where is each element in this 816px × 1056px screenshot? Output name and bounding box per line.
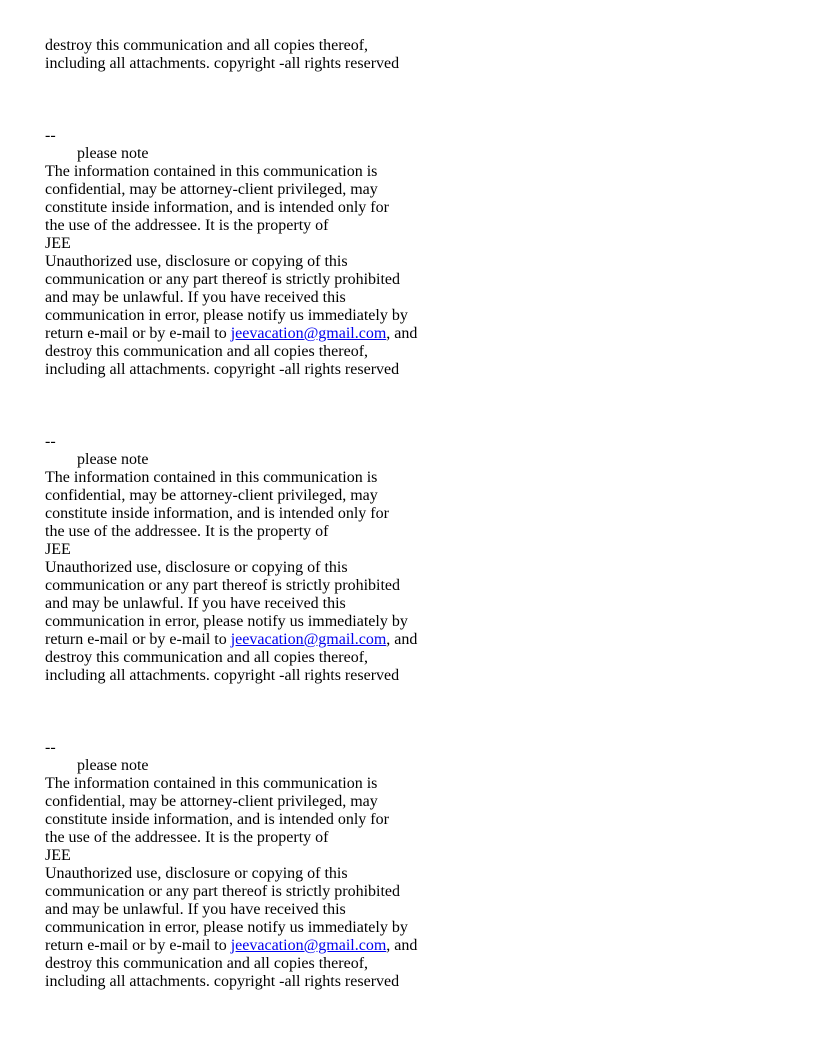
disclaimer-line: communication or any part thereof is strictly prohibited bbox=[45, 883, 401, 900]
disclaimer-line: and may be unlawful. If you have received this bbox=[45, 595, 346, 612]
disclaimer-line: communication in error, please notify us immediately by bbox=[45, 919, 408, 936]
disclaimer-block bbox=[45, 433, 785, 685]
disclaimer-line: communication or any part thereof is strictly prohibited bbox=[45, 577, 401, 594]
intro-block bbox=[45, 37, 785, 73]
return-suffix: , and bbox=[386, 937, 418, 954]
note-heading: please note bbox=[77, 451, 149, 468]
closing-line: including all attachments. copyright -all rights reserved bbox=[45, 361, 400, 378]
disclaimer-line: the use of the addressee. It is the property of bbox=[45, 829, 329, 846]
email-document bbox=[45, 37, 785, 991]
disclaimer-line: The information contained in this communication is bbox=[45, 163, 378, 180]
disclaimer-line: Unauthorized use, disclosure or copying of this bbox=[45, 865, 348, 882]
return-line bbox=[45, 325, 785, 343]
disclaimer-block bbox=[45, 127, 785, 379]
owner-name: JEE bbox=[45, 541, 71, 558]
email-link[interactable]: jeevacation@gmail.com bbox=[230, 325, 387, 342]
return-line bbox=[45, 631, 785, 649]
closing-line: including all attachments. copyright -all rights reserved bbox=[45, 667, 400, 684]
spacer bbox=[45, 379, 785, 433]
return-line bbox=[45, 937, 785, 955]
spacer bbox=[45, 685, 785, 739]
signature-separator: -- bbox=[45, 127, 56, 144]
disclaimer-line: and may be unlawful. If you have received this bbox=[45, 901, 346, 918]
note-heading: please note bbox=[77, 757, 149, 774]
disclaimer-line: communication in error, please notify us immediately by bbox=[45, 307, 408, 324]
signature-separator: -- bbox=[45, 433, 56, 450]
disclaimer-line: constitute inside information, and is intended only for bbox=[45, 811, 389, 828]
disclaimer-line: confidential, may be attorney-client privileged, may bbox=[45, 487, 378, 504]
disclaimer-line: Unauthorized use, disclosure or copying of this bbox=[45, 253, 348, 270]
disclaimer-line: constitute inside information, and is intended only for bbox=[45, 505, 389, 522]
return-suffix: , and bbox=[386, 631, 418, 648]
closing-line: including all attachments. copyright -all rights reserved bbox=[45, 973, 400, 990]
disclaimer-line: constitute inside information, and is intended only for bbox=[45, 199, 389, 216]
disclaimer-line: and may be unlawful. If you have received this bbox=[45, 289, 346, 306]
disclaimer-line: Unauthorized use, disclosure or copying of this bbox=[45, 559, 348, 576]
email-link[interactable]: jeevacation@gmail.com bbox=[230, 631, 387, 648]
spacer bbox=[45, 73, 785, 127]
disclaimer-line: communication in error, please notify us immediately by bbox=[45, 613, 408, 630]
note-heading: please note bbox=[77, 145, 149, 162]
intro-line: including all attachments. copyright -all rights reserved bbox=[45, 55, 400, 72]
closing-line: destroy this communication and all copies thereof, bbox=[45, 649, 369, 666]
disclaimer-line: confidential, may be attorney-client privileged, may bbox=[45, 181, 378, 198]
closing-line: destroy this communication and all copies thereof, bbox=[45, 343, 369, 360]
disclaimer-line: The information contained in this communication is bbox=[45, 775, 378, 792]
email-link[interactable]: jeevacation@gmail.com bbox=[230, 937, 387, 954]
return-prefix: return e-mail or by e-mail to bbox=[45, 937, 231, 954]
disclaimer-line: communication or any part thereof is strictly prohibited bbox=[45, 271, 401, 288]
disclaimer-block bbox=[45, 739, 785, 991]
signature-separator: -- bbox=[45, 739, 56, 756]
disclaimer-line: confidential, may be attorney-client privileged, may bbox=[45, 793, 378, 810]
disclaimer-line: the use of the addressee. It is the property of bbox=[45, 523, 329, 540]
return-suffix: , and bbox=[386, 325, 418, 342]
intro-line: destroy this communication and all copies thereof, bbox=[45, 37, 369, 54]
disclaimer-line: The information contained in this communication is bbox=[45, 469, 378, 486]
return-prefix: return e-mail or by e-mail to bbox=[45, 325, 231, 342]
owner-name: JEE bbox=[45, 235, 71, 252]
return-prefix: return e-mail or by e-mail to bbox=[45, 631, 231, 648]
closing-line: destroy this communication and all copies thereof, bbox=[45, 955, 369, 972]
owner-name: JEE bbox=[45, 847, 71, 864]
disclaimer-line: the use of the addressee. It is the property of bbox=[45, 217, 329, 234]
